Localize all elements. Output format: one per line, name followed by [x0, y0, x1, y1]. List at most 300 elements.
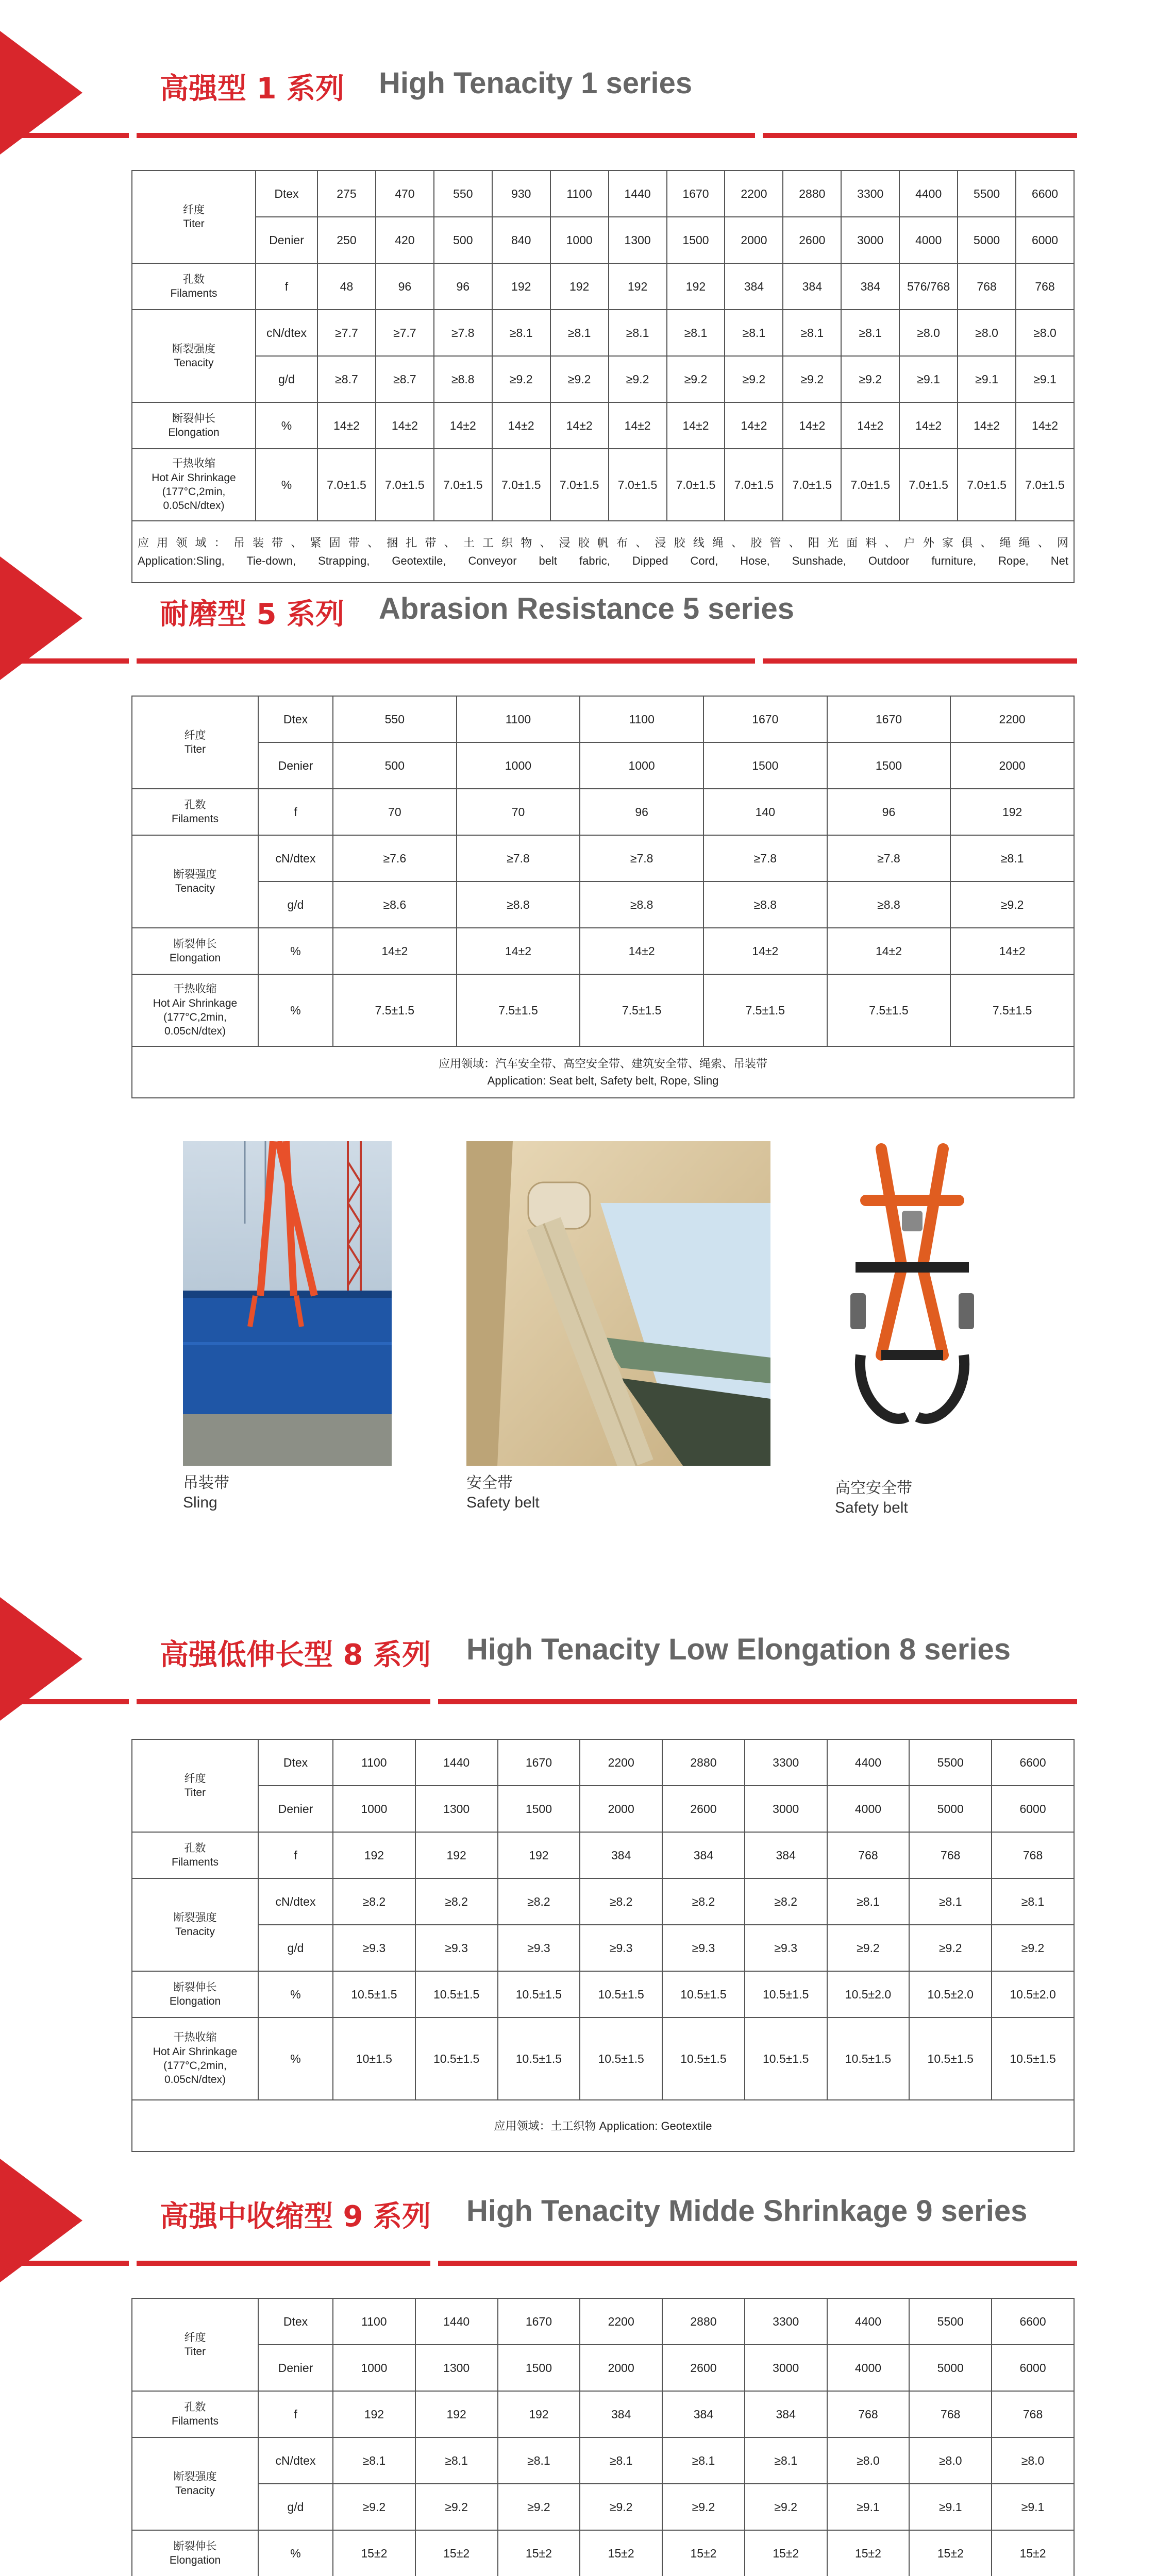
value-cell: ≥9.3 — [333, 1925, 415, 1971]
value-cell: 192 — [333, 2391, 415, 2437]
divider-rule — [137, 658, 755, 664]
value-cell: ≥8.7 — [376, 356, 434, 402]
value-cell: 14±2 — [1016, 402, 1074, 449]
value-cell: ≥8.1 — [667, 310, 725, 356]
value-cell: 384 — [783, 263, 841, 310]
table-row — [132, 2018, 1074, 2100]
row-header-text: 断裂强度 — [173, 1911, 217, 1924]
value-cell: ≥8.2 — [662, 1878, 745, 1925]
row-header-text: Titer — [184, 2346, 206, 2358]
value-cell: 1000 — [580, 742, 703, 789]
value-cell: 15±2 — [662, 2530, 745, 2576]
value-cell: 1440 — [415, 2298, 498, 2345]
unit-cell: % — [258, 2018, 333, 2100]
value-cell: 6000 — [992, 2345, 1074, 2391]
value-cell: 1500 — [498, 2345, 580, 2391]
caption-zh: 吊装带 — [183, 1475, 229, 1492]
divider-rule — [763, 133, 1077, 138]
table-row — [132, 1925, 1074, 1971]
table-row — [132, 2437, 1074, 2484]
unit-cell: cN/dtex — [258, 1878, 333, 1925]
value-cell: 14±2 — [667, 402, 725, 449]
value-cell: ≥8.1 — [498, 2437, 580, 2484]
value-cell: 420 — [376, 217, 434, 263]
value-cell: 500 — [434, 217, 492, 263]
row-header-text: Hot Air Shrinkage — [152, 471, 236, 484]
unit-cell: cN/dtex — [256, 310, 317, 356]
value-cell: 2000 — [725, 217, 783, 263]
row-header-text: Filaments — [171, 1856, 219, 1868]
value-cell: 15±2 — [745, 2530, 827, 2576]
application-line: 应用领域：汽车安全带、高空安全带、建筑安全带、绳索、吊装带 — [438, 1057, 767, 1070]
value-cell: ≥9.2 — [550, 356, 609, 402]
value-cell: ≥7.8 — [434, 310, 492, 356]
value-cell: 14±2 — [317, 402, 376, 449]
value-cell: 96 — [434, 263, 492, 310]
value-cell: 7.0±1.5 — [667, 449, 725, 521]
section-2-header — [0, 556, 1157, 711]
value-cell: 7.5±1.5 — [827, 974, 951, 1046]
value-cell: 10.5±1.5 — [662, 2018, 745, 2100]
section-3-title-en: High Tenacity Low Elongation 8 series — [466, 1633, 1011, 1666]
value-cell: 10.5±1.5 — [498, 1971, 580, 2018]
value-cell: 6600 — [992, 1739, 1074, 1786]
value-cell: ≥9.2 — [498, 2484, 580, 2530]
divider-rule — [438, 1699, 1077, 1704]
row-header-text: 断裂强度 — [172, 343, 215, 355]
row-header-text: Titer — [184, 1787, 206, 1799]
divider-rule — [137, 2261, 430, 2266]
value-cell: ≥8.0 — [958, 310, 1016, 356]
caption-en: Safety belt — [466, 1494, 540, 1511]
unit-cell: f — [258, 2391, 333, 2437]
row-header — [132, 789, 258, 835]
row-header-text: 断裂伸长 — [173, 2540, 217, 2552]
value-cell: 15±2 — [333, 2530, 415, 2576]
value-cell: 1100 — [333, 1739, 415, 1786]
value-cell: 1000 — [457, 742, 580, 789]
value-cell: ≥8.8 — [580, 882, 703, 928]
value-cell: 14±2 — [333, 928, 457, 974]
value-cell: 10.5±1.5 — [745, 1971, 827, 2018]
row-header-text: Hot Air Shrinkage — [153, 2045, 238, 2058]
value-cell: 2880 — [662, 2298, 745, 2345]
caption-zh: 安全带 — [466, 1475, 513, 1492]
value-cell: ≥7.7 — [376, 310, 434, 356]
value-cell: ≥9.2 — [415, 2484, 498, 2530]
row-header-text: Elongation — [169, 952, 221, 964]
row-header-text: 断裂强度 — [173, 2470, 217, 2483]
row-header-text: 纤度 — [184, 2331, 206, 2344]
value-cell: ≥8.1 — [992, 1878, 1074, 1925]
divider-rule — [0, 133, 129, 138]
row-header-text: Titer — [183, 218, 205, 230]
table-row — [132, 217, 1074, 263]
value-cell: 7.0±1.5 — [841, 449, 899, 521]
value-cell: ≥8.2 — [580, 1878, 662, 1925]
value-cell: ≥9.2 — [783, 356, 841, 402]
value-cell: 6000 — [1016, 217, 1074, 263]
application-row — [132, 1046, 1074, 1098]
value-cell: 4000 — [827, 2345, 910, 2391]
table-row — [132, 882, 1074, 928]
value-cell: ≥8.1 — [950, 835, 1074, 882]
row-header-text: 0.05cN/dtex) — [164, 1025, 226, 1038]
section-4-header — [0, 2159, 1157, 2313]
value-cell: ≥8.1 — [827, 1878, 910, 1925]
row-header-text: Elongation — [169, 1995, 221, 2007]
value-cell: 14±2 — [550, 402, 609, 449]
value-cell: 1670 — [667, 171, 725, 217]
row-header-text: Filaments — [171, 2415, 219, 2427]
spec-table-series-9 — [131, 2298, 1075, 2576]
unit-cell: % — [258, 2530, 333, 2576]
value-cell: ≥9.2 — [827, 1925, 910, 1971]
value-cell: 192 — [667, 263, 725, 310]
section-3-title-zh: 高强低伸长型 8 系列 — [160, 1638, 431, 1672]
section-4-title-zh: 高强中收缩型 9 系列 — [160, 2200, 431, 2233]
value-cell: 6600 — [992, 2298, 1074, 2345]
value-cell: 840 — [492, 217, 550, 263]
unit-cell: Denier — [258, 2345, 333, 2391]
value-cell: ≥9.1 — [992, 2484, 1074, 2530]
value-cell: ≥8.7 — [317, 356, 376, 402]
value-cell: 768 — [827, 2391, 910, 2437]
value-cell: 1100 — [550, 171, 609, 217]
table-row — [132, 2484, 1074, 2530]
value-cell: 1300 — [415, 2345, 498, 2391]
value-cell: 275 — [317, 171, 376, 217]
value-cell: 15±2 — [992, 2530, 1074, 2576]
value-cell: ≥9.3 — [745, 1925, 827, 1971]
value-cell: 10.5±1.5 — [415, 1971, 498, 2018]
value-cell: 2200 — [580, 2298, 662, 2345]
value-cell: 1670 — [827, 696, 951, 742]
value-cell: 14±2 — [703, 928, 827, 974]
unit-cell: % — [258, 974, 333, 1046]
row-header — [132, 2298, 258, 2391]
divider-rule — [0, 2261, 129, 2266]
value-cell: 7.5±1.5 — [457, 974, 580, 1046]
value-cell: 4400 — [899, 171, 958, 217]
value-cell: 14±2 — [899, 402, 958, 449]
row-header-text: 断裂强度 — [173, 868, 217, 880]
value-cell: 5500 — [958, 171, 1016, 217]
value-cell: 7.0±1.5 — [783, 449, 841, 521]
value-cell: 1000 — [550, 217, 609, 263]
row-header-text: 孔数 — [183, 273, 205, 285]
value-cell: 5500 — [909, 1739, 992, 1786]
table-row — [132, 2345, 1074, 2391]
value-cell: 10.5±1.5 — [745, 2018, 827, 2100]
row-header-text: 干热收缩 — [172, 457, 215, 470]
row-header-text: 干热收缩 — [173, 983, 217, 995]
unit-cell: cN/dtex — [258, 835, 333, 882]
value-cell: ≥9.2 — [667, 356, 725, 402]
value-cell: ≥8.1 — [609, 310, 667, 356]
value-cell: 500 — [333, 742, 457, 789]
value-cell: 10.5±2.0 — [827, 1971, 910, 2018]
table-row — [132, 835, 1074, 882]
value-cell: 10.5±1.5 — [662, 1971, 745, 2018]
unit-cell: Denier — [256, 217, 317, 263]
value-cell: 4000 — [827, 1786, 910, 1832]
value-cell: ≥8.2 — [498, 1878, 580, 1925]
unit-cell: % — [256, 449, 317, 521]
value-cell: 15±2 — [415, 2530, 498, 2576]
value-cell: 1100 — [457, 696, 580, 742]
application-text — [132, 1046, 1074, 1098]
value-cell: 768 — [992, 2391, 1074, 2437]
row-header-text: 断裂伸长 — [173, 938, 217, 950]
value-cell: ≥7.8 — [580, 835, 703, 882]
value-cell: 1500 — [703, 742, 827, 789]
value-cell: 15±2 — [909, 2530, 992, 2576]
value-cell: 2000 — [580, 2345, 662, 2391]
divider-rule — [137, 133, 755, 138]
row-header — [132, 1971, 258, 2018]
value-cell: 550 — [434, 171, 492, 217]
value-cell: ≥9.2 — [745, 2484, 827, 2530]
value-cell: 5000 — [909, 1786, 992, 1832]
value-cell: ≥8.1 — [841, 310, 899, 356]
unit-cell: g/d — [258, 2484, 333, 2530]
value-cell: 768 — [909, 2391, 992, 2437]
value-cell: ≥8.0 — [909, 2437, 992, 2484]
value-cell: 10.5±1.5 — [415, 2018, 498, 2100]
value-cell: 3300 — [745, 2298, 827, 2345]
row-header-text: Elongation — [168, 427, 220, 438]
value-cell: 768 — [909, 1832, 992, 1878]
value-cell: 384 — [745, 2391, 827, 2437]
value-cell: 14±2 — [783, 402, 841, 449]
table-row — [132, 696, 1074, 742]
row-header — [132, 449, 256, 521]
value-cell: 192 — [415, 2391, 498, 2437]
value-cell: 3000 — [841, 217, 899, 263]
table-row — [132, 1878, 1074, 1925]
value-cell: 2600 — [783, 217, 841, 263]
section-1-header — [0, 31, 1157, 185]
value-cell: 768 — [827, 1832, 910, 1878]
value-cell: ≥8.0 — [827, 2437, 910, 2484]
value-cell: 2600 — [662, 1786, 745, 1832]
row-header-text: 干热收缩 — [173, 2031, 217, 2044]
value-cell: ≥9.2 — [841, 356, 899, 402]
value-cell: 2200 — [580, 1739, 662, 1786]
value-cell: ≥9.1 — [958, 356, 1016, 402]
row-header-text: (177°C,2min, — [163, 2060, 227, 2072]
caption-zh: 高空安全带 — [835, 1480, 912, 1497]
table-row — [132, 171, 1074, 217]
row-header-text: (177°C,2min, — [163, 1011, 227, 1023]
row-header — [132, 2391, 258, 2437]
value-cell: ≥8.8 — [827, 882, 951, 928]
value-cell: 10.5±1.5 — [580, 1971, 662, 2018]
value-cell: 3300 — [841, 171, 899, 217]
table-row — [132, 449, 1074, 521]
value-cell: 192 — [609, 263, 667, 310]
spec-table-series-8 — [131, 1739, 1075, 2152]
value-cell: 96 — [827, 789, 951, 835]
value-cell: 96 — [376, 263, 434, 310]
row-header-text: 孔数 — [184, 799, 206, 811]
value-cell: 7.0±1.5 — [550, 449, 609, 521]
value-cell: 7.0±1.5 — [609, 449, 667, 521]
value-cell: 1670 — [703, 696, 827, 742]
unit-cell: % — [258, 928, 333, 974]
value-cell: 1440 — [609, 171, 667, 217]
unit-cell: cN/dtex — [258, 2437, 333, 2484]
value-cell: 384 — [745, 1832, 827, 1878]
row-header — [132, 1832, 258, 1878]
value-cell: 10.5±1.5 — [909, 2018, 992, 2100]
caption-en: Sling — [183, 1494, 217, 1511]
value-cell: 192 — [333, 1832, 415, 1878]
row-header — [132, 263, 256, 310]
row-header — [132, 2018, 258, 2100]
table-row — [132, 1739, 1074, 1786]
photo-caption — [183, 1473, 229, 1512]
unit-cell: f — [258, 789, 333, 835]
value-cell: 2880 — [783, 171, 841, 217]
value-cell: 14±2 — [841, 402, 899, 449]
value-cell: 7.0±1.5 — [725, 449, 783, 521]
value-cell: 10.5±1.5 — [827, 2018, 910, 2100]
row-header-text: 纤度 — [184, 729, 206, 741]
value-cell: 1100 — [333, 2298, 415, 2345]
section-2-title-en: Abrasion Resistance 5 series — [379, 592, 794, 625]
value-cell: ≥9.2 — [909, 1925, 992, 1971]
unit-cell: f — [256, 263, 317, 310]
row-header-text: Titer — [184, 743, 206, 755]
value-cell: ≥8.1 — [783, 310, 841, 356]
value-cell: 384 — [580, 2391, 662, 2437]
value-cell: 1000 — [333, 2345, 415, 2391]
value-cell: 2000 — [950, 742, 1074, 789]
row-header-text: Tenacity — [175, 883, 215, 894]
row-header — [132, 1878, 258, 1971]
value-cell: ≥8.0 — [1016, 310, 1074, 356]
table-row — [132, 356, 1074, 402]
value-cell: ≥8.1 — [415, 2437, 498, 2484]
value-cell: 930 — [492, 171, 550, 217]
row-header — [132, 171, 256, 263]
value-cell: 384 — [841, 263, 899, 310]
row-header-text: 孔数 — [184, 2401, 206, 2413]
value-cell: ≥8.1 — [745, 2437, 827, 2484]
unit-cell: Denier — [258, 742, 333, 789]
caption-en: Safety belt — [835, 1499, 908, 1516]
row-header-text: 断裂伸长 — [173, 1981, 217, 1993]
unit-cell: g/d — [256, 356, 317, 402]
value-cell: ≥9.1 — [827, 2484, 910, 2530]
value-cell: 1670 — [498, 2298, 580, 2345]
value-cell: 7.0±1.5 — [958, 449, 1016, 521]
row-header — [132, 2437, 258, 2530]
value-cell: 4000 — [899, 217, 958, 263]
value-cell: ≥7.8 — [703, 835, 827, 882]
value-cell: 15±2 — [498, 2530, 580, 2576]
unit-cell: Dtex — [258, 696, 333, 742]
value-cell: 192 — [950, 789, 1074, 835]
value-cell: 192 — [498, 2391, 580, 2437]
photo-caption — [466, 1473, 540, 1512]
value-cell: ≥8.1 — [492, 310, 550, 356]
table-row — [132, 928, 1074, 974]
value-cell: 10.5±1.5 — [580, 2018, 662, 2100]
value-cell: ≥8.1 — [333, 2437, 415, 2484]
value-cell: 1000 — [333, 1786, 415, 1832]
value-cell: 470 — [376, 171, 434, 217]
application-text — [132, 2100, 1074, 2151]
unit-cell: Denier — [258, 1786, 333, 1832]
value-cell: ≥8.0 — [992, 2437, 1074, 2484]
value-cell: 192 — [498, 1832, 580, 1878]
value-cell: 7.5±1.5 — [703, 974, 827, 1046]
value-cell: 7.0±1.5 — [317, 449, 376, 521]
value-cell: ≥9.3 — [498, 1925, 580, 1971]
divider-rule — [137, 1699, 430, 1704]
value-cell: 10.5±2.0 — [909, 1971, 992, 2018]
value-cell: 1100 — [580, 696, 703, 742]
value-cell: ≥7.8 — [457, 835, 580, 882]
value-cell: 3000 — [745, 2345, 827, 2391]
value-cell: 7.5±1.5 — [950, 974, 1074, 1046]
value-cell: ≥9.2 — [492, 356, 550, 402]
value-cell: 2000 — [580, 1786, 662, 1832]
row-header — [132, 402, 256, 449]
value-cell: 6600 — [1016, 171, 1074, 217]
value-cell: 384 — [662, 2391, 745, 2437]
value-cell: 7.5±1.5 — [333, 974, 457, 1046]
value-cell: ≥9.2 — [609, 356, 667, 402]
value-cell: ≥9.2 — [725, 356, 783, 402]
value-cell: 14±2 — [376, 402, 434, 449]
value-cell: 250 — [317, 217, 376, 263]
row-header-text: Tenacity — [175, 1926, 215, 1938]
value-cell: 384 — [725, 263, 783, 310]
value-cell: ≥9.1 — [1016, 356, 1074, 402]
row-header-text: Filaments — [170, 287, 217, 299]
value-cell: 6000 — [992, 1786, 1074, 1832]
value-cell: 192 — [550, 263, 609, 310]
value-cell: 10.5±1.5 — [992, 2018, 1074, 2100]
unit-cell: % — [256, 402, 317, 449]
spec-table-series-1 — [131, 170, 1075, 583]
value-cell: 10.5±2.0 — [992, 1971, 1074, 2018]
divider-rule — [438, 2261, 1077, 2266]
table-row — [132, 402, 1074, 449]
section-1-title-zh: 高强型 1 系列 — [160, 72, 344, 106]
value-cell: 7.0±1.5 — [434, 449, 492, 521]
section-3-header — [0, 1597, 1157, 1752]
value-cell: ≥8.8 — [703, 882, 827, 928]
value-cell: 2200 — [950, 696, 1074, 742]
value-cell: ≥9.2 — [580, 2484, 662, 2530]
section-4-title-en: High Tenacity Midde Shrinkage 9 series — [466, 2194, 1028, 2228]
sling-photo — [183, 1141, 392, 1466]
value-cell: 1300 — [415, 1786, 498, 1832]
table-row — [132, 310, 1074, 356]
value-cell: ≥8.2 — [745, 1878, 827, 1925]
value-cell: ≥8.8 — [457, 882, 580, 928]
value-cell: ≥9.2 — [950, 882, 1074, 928]
value-cell: 1500 — [827, 742, 951, 789]
photo-caption — [835, 1479, 912, 1517]
value-cell: 10.5±1.5 — [333, 1971, 415, 2018]
value-cell: ≥8.2 — [415, 1878, 498, 1925]
